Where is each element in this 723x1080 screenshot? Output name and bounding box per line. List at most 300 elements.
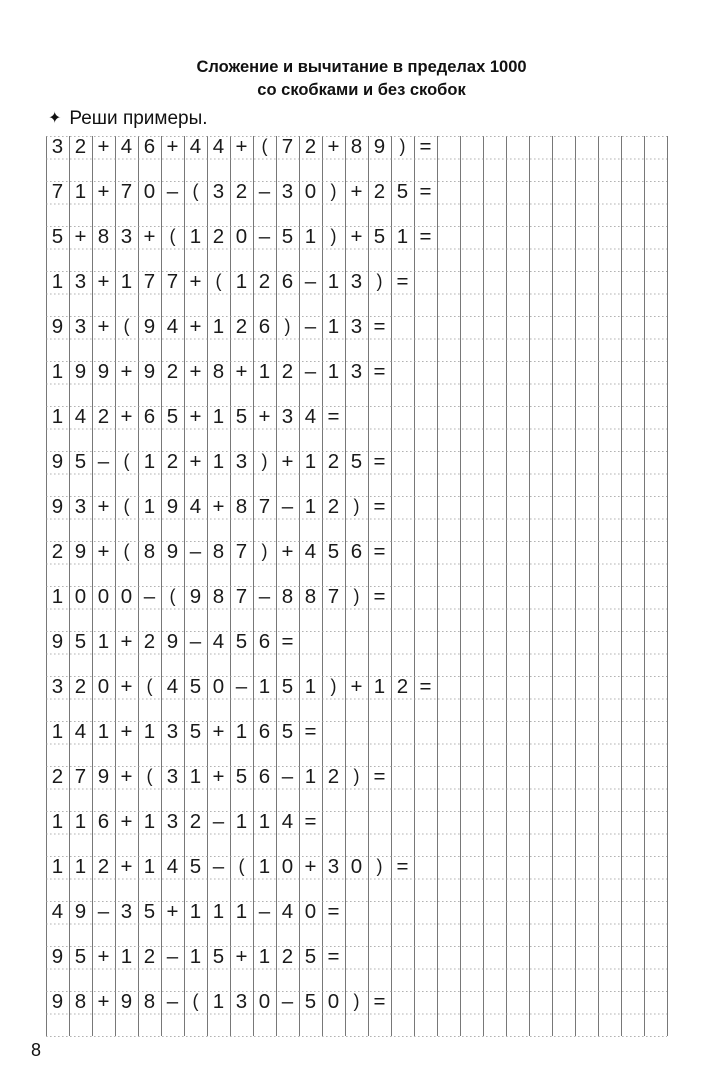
answer-area[interactable] bbox=[391, 316, 667, 361]
problem-cell-char: + bbox=[189, 270, 202, 293]
problem-cell-char: 0 bbox=[281, 855, 294, 878]
problem-cell-char: 9 bbox=[51, 990, 64, 1013]
problem-cell-char: 2 bbox=[212, 225, 225, 248]
problem-cell-char: + bbox=[212, 720, 225, 743]
problem-cell-char: 1 bbox=[304, 495, 317, 518]
problem-cell-char: 9 bbox=[143, 360, 156, 383]
problem-cell-char: 5 bbox=[281, 720, 294, 743]
problem-cell-char: = bbox=[327, 405, 340, 428]
problem-cell-char: 7 bbox=[51, 180, 64, 203]
problem-cell-char: 3 bbox=[74, 315, 87, 338]
problem-cell-char: 7 bbox=[327, 585, 340, 608]
problem-cell-char: 6 bbox=[350, 540, 363, 563]
problem-cell-char: 4 bbox=[189, 495, 202, 518]
problem-cell-char: 1 bbox=[304, 225, 317, 248]
problem-cell-char: = bbox=[419, 675, 432, 698]
problem-cell-char: 1 bbox=[143, 720, 156, 743]
problem-cell-char: 1 bbox=[51, 720, 64, 743]
problem-cell-char: 1 bbox=[212, 450, 225, 473]
problem-cell-char: – bbox=[189, 630, 202, 653]
problem-cell-char: = bbox=[373, 495, 386, 518]
problem-cell-char: = bbox=[327, 945, 340, 968]
problem-cell-char: 1 bbox=[143, 855, 156, 878]
problem-cell-char: 4 bbox=[212, 630, 225, 653]
problem-cell-char: 3 bbox=[166, 810, 179, 833]
problem-cell-char: 5 bbox=[74, 630, 87, 653]
problem-cell-char: 5 bbox=[304, 945, 317, 968]
problem-cell-char: 1 bbox=[235, 810, 248, 833]
problem-cell-char: 6 bbox=[281, 270, 294, 293]
problem-cell-char: 5 bbox=[166, 405, 179, 428]
answer-area[interactable] bbox=[391, 991, 667, 1036]
problem-cell-char: 4 bbox=[304, 540, 317, 563]
problem-cell-char: ) bbox=[399, 136, 406, 156]
problem-cell-char: 9 bbox=[97, 765, 110, 788]
problem-cell-char: = bbox=[327, 900, 340, 923]
problem-cell-char: 2 bbox=[327, 765, 340, 788]
problem-cell-char: 9 bbox=[74, 540, 87, 563]
problem-cell-char: 1 bbox=[258, 855, 271, 878]
answer-area[interactable] bbox=[437, 181, 667, 226]
problem-cell-char: + bbox=[235, 945, 248, 968]
problem-cell-char: + bbox=[281, 450, 294, 473]
problem-cell-char: + bbox=[97, 990, 110, 1013]
problem-cell-char: 1 bbox=[212, 405, 225, 428]
problem-cell-char: 9 bbox=[51, 495, 64, 518]
problem-cell-char: 1 bbox=[327, 315, 340, 338]
problem-cell-char: = bbox=[373, 540, 386, 563]
problem-cell-char: + bbox=[120, 810, 133, 833]
problem-cell-char: + bbox=[120, 675, 133, 698]
problem-cell-char: ( bbox=[192, 991, 199, 1011]
problem-cell-char: + bbox=[350, 180, 363, 203]
problem-cell-char: 3 bbox=[281, 405, 294, 428]
instruction-text: Реши примеры. bbox=[69, 108, 208, 129]
problem-cell-char: 0 bbox=[327, 990, 340, 1013]
problem-cell-char: + bbox=[350, 675, 363, 698]
problem-cell-char: 0 bbox=[74, 585, 87, 608]
problem-cell-char: – bbox=[166, 180, 179, 203]
problem-cell-char: 0 bbox=[258, 990, 271, 1013]
problem-cell-char: 2 bbox=[281, 945, 294, 968]
problem-cell-char: – bbox=[258, 585, 271, 608]
problem-cell-char: 1 bbox=[74, 180, 87, 203]
problem-cell-char: 5 bbox=[281, 225, 294, 248]
problem-cell-char: ( bbox=[238, 856, 245, 876]
problem-cell-char: 4 bbox=[189, 135, 202, 158]
problem-cell-char: 5 bbox=[235, 630, 248, 653]
problem-cell-char: 0 bbox=[212, 675, 225, 698]
problem-cell-char: = bbox=[419, 180, 432, 203]
answer-area[interactable] bbox=[391, 496, 667, 541]
problem-cell-char: + bbox=[97, 135, 110, 158]
problem-cell-char: – bbox=[304, 270, 317, 293]
problem-cell-char: – bbox=[281, 765, 294, 788]
problem-cell-char: ( bbox=[146, 766, 153, 786]
problem-cell-char: 8 bbox=[74, 990, 87, 1013]
problem-cell-char: 2 bbox=[51, 540, 64, 563]
problem-cell-char: 1 bbox=[304, 450, 317, 473]
problem-cell-char: 4 bbox=[281, 900, 294, 923]
problem-cell-char: 8 bbox=[212, 540, 225, 563]
problem-cell-char: = bbox=[281, 630, 294, 653]
answer-area[interactable] bbox=[345, 901, 667, 946]
problem-cell-char: + bbox=[97, 495, 110, 518]
problem-cell-char: – bbox=[97, 450, 110, 473]
problem-cell-char: – bbox=[281, 495, 294, 518]
problem-cell-char: = bbox=[419, 225, 432, 248]
problem-cell-char: 3 bbox=[281, 180, 294, 203]
problem-cell-char: + bbox=[120, 405, 133, 428]
problem-cell-char: 2 bbox=[97, 405, 110, 428]
problem-cell-char: ( bbox=[261, 136, 268, 156]
problem-cell-char: + bbox=[120, 630, 133, 653]
problem-cell-char: – bbox=[143, 585, 156, 608]
problem-cell-char: = bbox=[373, 315, 386, 338]
problem-cell-char: – bbox=[304, 360, 317, 383]
problem-cell-char: 5 bbox=[74, 945, 87, 968]
problem-cell-char: 1 bbox=[304, 765, 317, 788]
problem-cell-char: 1 bbox=[396, 225, 409, 248]
problem-cell-char: 0 bbox=[350, 855, 363, 878]
problem-cell-char: 1 bbox=[51, 855, 64, 878]
problem-cell-char: 5 bbox=[212, 945, 225, 968]
problem-cell-char: 9 bbox=[189, 585, 202, 608]
title-line-2: со скобками и без скобок bbox=[257, 81, 466, 99]
problem-cell-char: 1 bbox=[258, 360, 271, 383]
problem-cell-char: 7 bbox=[120, 180, 133, 203]
problem-cell-char: + bbox=[212, 765, 225, 788]
problem-cell-char: ) bbox=[376, 856, 383, 876]
problem-cell-char: ( bbox=[123, 541, 130, 561]
problem-cell-char: 9 bbox=[97, 360, 110, 383]
problem-cell-char: + bbox=[189, 450, 202, 473]
problem-cell-char: 1 bbox=[327, 360, 340, 383]
problem-cell-char: ( bbox=[146, 676, 153, 696]
problem-cell-char: ) bbox=[353, 766, 360, 786]
problem-cell-char: + bbox=[235, 360, 248, 383]
answer-area[interactable] bbox=[437, 226, 667, 271]
problem-cell-char: 6 bbox=[258, 315, 271, 338]
problem-cell-char: + bbox=[212, 495, 225, 518]
problem-cell-char: = bbox=[373, 585, 386, 608]
problem-cell-char: 3 bbox=[350, 360, 363, 383]
problem-cell-char: 5 bbox=[373, 225, 386, 248]
problem-cell-char: ) bbox=[376, 271, 383, 291]
problem-cell-char: ( bbox=[123, 496, 130, 516]
problem-cell-char: ) bbox=[261, 541, 268, 561]
problem-cell-char: 0 bbox=[304, 900, 317, 923]
answer-area[interactable] bbox=[437, 136, 667, 181]
problem-cell-char: 2 bbox=[235, 180, 248, 203]
problem-cell-char: 3 bbox=[120, 225, 133, 248]
problem-cell-char: = bbox=[419, 135, 432, 158]
problem-cell-char: + bbox=[74, 225, 87, 248]
answer-area[interactable] bbox=[414, 271, 667, 316]
problem-cell-char: 0 bbox=[97, 675, 110, 698]
problem-cell-char: 2 bbox=[235, 315, 248, 338]
problem-cell-char: + bbox=[166, 135, 179, 158]
problem-cell-char: 8 bbox=[212, 585, 225, 608]
problem-cell-char: 0 bbox=[97, 585, 110, 608]
problem-cell-char: + bbox=[189, 405, 202, 428]
problem-cell-char: 1 bbox=[189, 765, 202, 788]
problem-cell-char: 4 bbox=[74, 405, 87, 428]
problem-cell-char: ( bbox=[123, 451, 130, 471]
problem-cell-char: – bbox=[212, 810, 225, 833]
answer-area[interactable] bbox=[391, 586, 667, 631]
problem-cell-char: 4 bbox=[281, 810, 294, 833]
problem-cell-char: ) bbox=[330, 226, 337, 246]
problem-cell-char: 0 bbox=[235, 225, 248, 248]
problem-cell-char: 2 bbox=[304, 135, 317, 158]
problem-cell-char: ) bbox=[353, 991, 360, 1011]
answer-area[interactable] bbox=[437, 676, 667, 721]
answer-area[interactable] bbox=[391, 361, 667, 406]
problem-cell-char: = bbox=[373, 990, 386, 1013]
problem-cell-char: 1 bbox=[235, 270, 248, 293]
problem-cell-char: 1 bbox=[258, 675, 271, 698]
problem-cell-char: 3 bbox=[235, 990, 248, 1013]
problem-cell-char: 9 bbox=[51, 630, 64, 653]
problem-cell-char: + bbox=[120, 855, 133, 878]
problem-cell-char: 1 bbox=[51, 270, 64, 293]
problem-cell-char: + bbox=[281, 540, 294, 563]
problem-cell-char: 1 bbox=[235, 720, 248, 743]
problem-cell-char: 1 bbox=[120, 945, 133, 968]
problem-cell-char: 1 bbox=[189, 900, 202, 923]
problem-cell-char: 5 bbox=[235, 405, 248, 428]
problem-cell-char: 6 bbox=[143, 405, 156, 428]
problem-cell-char: 2 bbox=[143, 945, 156, 968]
problem-cell-char: 2 bbox=[258, 270, 271, 293]
problem-cell-char: 5 bbox=[51, 225, 64, 248]
problem-cell-char: – bbox=[97, 900, 110, 923]
problem-cell-char: 8 bbox=[212, 360, 225, 383]
problem-cell-char: 1 bbox=[235, 900, 248, 923]
problem-cell-char: 2 bbox=[74, 675, 87, 698]
problem-cell-char: = bbox=[396, 855, 409, 878]
problem-cell-char: 5 bbox=[327, 540, 340, 563]
problem-cell-char: 5 bbox=[189, 855, 202, 878]
problem-cell-char: 4 bbox=[166, 315, 179, 338]
problem-cell-char: 6 bbox=[258, 720, 271, 743]
problem-cell-char: 4 bbox=[304, 405, 317, 428]
problem-cell-char: 3 bbox=[166, 765, 179, 788]
problem-cell-char: 7 bbox=[235, 540, 248, 563]
problem-cell-char: 1 bbox=[51, 405, 64, 428]
problem-cell-char: 5 bbox=[304, 990, 317, 1013]
problem-cell-char: 8 bbox=[350, 135, 363, 158]
problem-cell-char: 2 bbox=[74, 135, 87, 158]
problem-cell-char: 9 bbox=[166, 495, 179, 518]
problem-cell-char: ) bbox=[330, 676, 337, 696]
problem-cell-char: ( bbox=[192, 181, 199, 201]
problem-cell-char: 7 bbox=[258, 495, 271, 518]
problem-cell-char: + bbox=[97, 945, 110, 968]
problem-cell-char: 7 bbox=[166, 270, 179, 293]
problem-cell-char: 1 bbox=[143, 495, 156, 518]
problem-cell-char: 9 bbox=[166, 630, 179, 653]
problem-cell-char: 2 bbox=[143, 630, 156, 653]
problem-cell-char: 3 bbox=[212, 180, 225, 203]
problem-cell-char: 4 bbox=[51, 900, 64, 923]
problem-cell-char: 7 bbox=[235, 585, 248, 608]
problem-cell-char: 1 bbox=[97, 720, 110, 743]
problem-cell-char: + bbox=[235, 135, 248, 158]
problem-cell-char: – bbox=[189, 540, 202, 563]
title-line-1: Сложение и вычитание в пределах 1000 bbox=[196, 58, 527, 76]
problem-cell-char: 6 bbox=[97, 810, 110, 833]
problem-cell-char: 9 bbox=[166, 540, 179, 563]
problem-cell-char: 2 bbox=[97, 855, 110, 878]
problem-cell-char: 0 bbox=[143, 180, 156, 203]
problem-cell-char: 3 bbox=[74, 270, 87, 293]
problem-cell-char: 9 bbox=[373, 135, 386, 158]
problem-cell-char: ( bbox=[123, 316, 130, 336]
problem-cell-char: 9 bbox=[74, 360, 87, 383]
problem-cell-char: 0 bbox=[120, 585, 133, 608]
problem-cell-char: 1 bbox=[143, 450, 156, 473]
problem-cell-char: 7 bbox=[143, 270, 156, 293]
problem-cell-char: ) bbox=[353, 586, 360, 606]
problem-cell-char: – bbox=[258, 900, 271, 923]
problem-cell-char: 4 bbox=[74, 720, 87, 743]
problem-cell-char: = bbox=[373, 765, 386, 788]
problem-cell-char: 8 bbox=[304, 585, 317, 608]
problem-cell-char: 5 bbox=[143, 900, 156, 923]
problem-cell-char: + bbox=[120, 720, 133, 743]
problem-cell-char: 3 bbox=[350, 270, 363, 293]
problem-cell-char: + bbox=[166, 900, 179, 923]
problem-cell-char: ( bbox=[169, 226, 176, 246]
problem-cell-char: 8 bbox=[281, 585, 294, 608]
problem-cell-char: 4 bbox=[120, 135, 133, 158]
problem-cell-char: 6 bbox=[258, 630, 271, 653]
problem-cell-char: 3 bbox=[350, 315, 363, 338]
answer-area[interactable] bbox=[414, 856, 667, 901]
problem-cell-char: 2 bbox=[166, 450, 179, 473]
problem-cell-char: 9 bbox=[51, 315, 64, 338]
problem-cell-char: 5 bbox=[350, 450, 363, 473]
problem-cell-char: 3 bbox=[120, 900, 133, 923]
problem-cell-char: 3 bbox=[51, 675, 64, 698]
problem-cell-char: – bbox=[212, 855, 225, 878]
problem-cell-char: + bbox=[97, 540, 110, 563]
star-bullet-icon: ✦ bbox=[48, 110, 62, 127]
answer-area[interactable] bbox=[391, 766, 667, 811]
problem-cell-char: 1 bbox=[51, 360, 64, 383]
problem-cell-char: 5 bbox=[189, 720, 202, 743]
problem-cell-char: = bbox=[373, 360, 386, 383]
problem-cell-char: – bbox=[166, 945, 179, 968]
problem-cell-char: 8 bbox=[143, 540, 156, 563]
problem-cell-char: 5 bbox=[74, 450, 87, 473]
problem-cell-char: + bbox=[97, 315, 110, 338]
problem-cell-char: + bbox=[143, 225, 156, 248]
problem-cell-char: ) bbox=[330, 181, 337, 201]
problem-cell-char: – bbox=[258, 180, 271, 203]
problem-cell-char: = bbox=[396, 270, 409, 293]
problem-cell-char: 5 bbox=[235, 765, 248, 788]
problem-cell-char: + bbox=[97, 180, 110, 203]
problem-cell-char: 8 bbox=[143, 990, 156, 1013]
problem-cell-char: + bbox=[350, 225, 363, 248]
problem-cell-char: 1 bbox=[258, 945, 271, 968]
problem-cell-char: 1 bbox=[258, 810, 271, 833]
problem-cell-char: 7 bbox=[281, 135, 294, 158]
problem-cell-char: 4 bbox=[166, 675, 179, 698]
problem-cell-char: – bbox=[258, 225, 271, 248]
problem-cell-char: 1 bbox=[143, 810, 156, 833]
page-number: 8 bbox=[31, 1040, 42, 1060]
problem-cell-char: – bbox=[304, 315, 317, 338]
problem-cell-char: 1 bbox=[97, 630, 110, 653]
problem-cell-char: + bbox=[120, 360, 133, 383]
problem-cell-char: 8 bbox=[97, 225, 110, 248]
answer-area[interactable] bbox=[391, 451, 667, 496]
problem-cell-char: ) bbox=[284, 316, 291, 336]
problem-cell-char: + bbox=[258, 405, 271, 428]
problem-cell-char: 4 bbox=[166, 855, 179, 878]
problem-cell-char: = bbox=[304, 810, 317, 833]
problem-cell-char: 1 bbox=[304, 675, 317, 698]
problem-cell-char: 0 bbox=[304, 180, 317, 203]
problem-cell-char: 1 bbox=[212, 990, 225, 1013]
problem-cell-char: 5 bbox=[396, 180, 409, 203]
problem-cell-char: 1 bbox=[373, 675, 386, 698]
problem-cell-char: 3 bbox=[74, 495, 87, 518]
problem-cell-char: 9 bbox=[120, 990, 133, 1013]
problem-cell-char: 9 bbox=[51, 945, 64, 968]
problem-cell-char: 1 bbox=[120, 270, 133, 293]
problem-cell-char: 9 bbox=[74, 900, 87, 923]
problem-cell-char: 1 bbox=[74, 810, 87, 833]
problem-cell-char: 1 bbox=[327, 270, 340, 293]
problem-cell-char: 5 bbox=[189, 675, 202, 698]
problem-cell-char: – bbox=[166, 990, 179, 1013]
problem-cell-char: 6 bbox=[258, 765, 271, 788]
problem-cell-char: 3 bbox=[235, 450, 248, 473]
problem-cell-char: 9 bbox=[143, 315, 156, 338]
problem-cell-char: ( bbox=[169, 586, 176, 606]
problem-cell-char: 5 bbox=[281, 675, 294, 698]
problem-cell-char: 2 bbox=[373, 180, 386, 203]
problem-cell-char: 1 bbox=[51, 810, 64, 833]
problem-cell-char: 1 bbox=[189, 225, 202, 248]
problem-cell-char: 3 bbox=[51, 135, 64, 158]
answer-area[interactable] bbox=[345, 406, 667, 451]
problem-cell-char: 1 bbox=[74, 855, 87, 878]
problem-cell-char: ) bbox=[261, 451, 268, 471]
problem-cell-char: – bbox=[235, 675, 248, 698]
problem-cell-char: + bbox=[120, 765, 133, 788]
problem-cell-char: 4 bbox=[212, 135, 225, 158]
problem-cell-char: = bbox=[304, 720, 317, 743]
problem-cell-char: 2 bbox=[189, 810, 202, 833]
answer-area[interactable] bbox=[345, 946, 667, 991]
problem-cell-char: 7 bbox=[74, 765, 87, 788]
problem-cell-char: 2 bbox=[396, 675, 409, 698]
problem-cell-char: 2 bbox=[327, 450, 340, 473]
problem-cell-char: 3 bbox=[166, 720, 179, 743]
problem-cell-char: 3 bbox=[327, 855, 340, 878]
problem-cell-char: + bbox=[189, 315, 202, 338]
answer-area[interactable] bbox=[391, 541, 667, 586]
problem-cell-char: 2 bbox=[166, 360, 179, 383]
problem-cell-char: 6 bbox=[143, 135, 156, 158]
problem-cell-char: ( bbox=[215, 271, 222, 291]
